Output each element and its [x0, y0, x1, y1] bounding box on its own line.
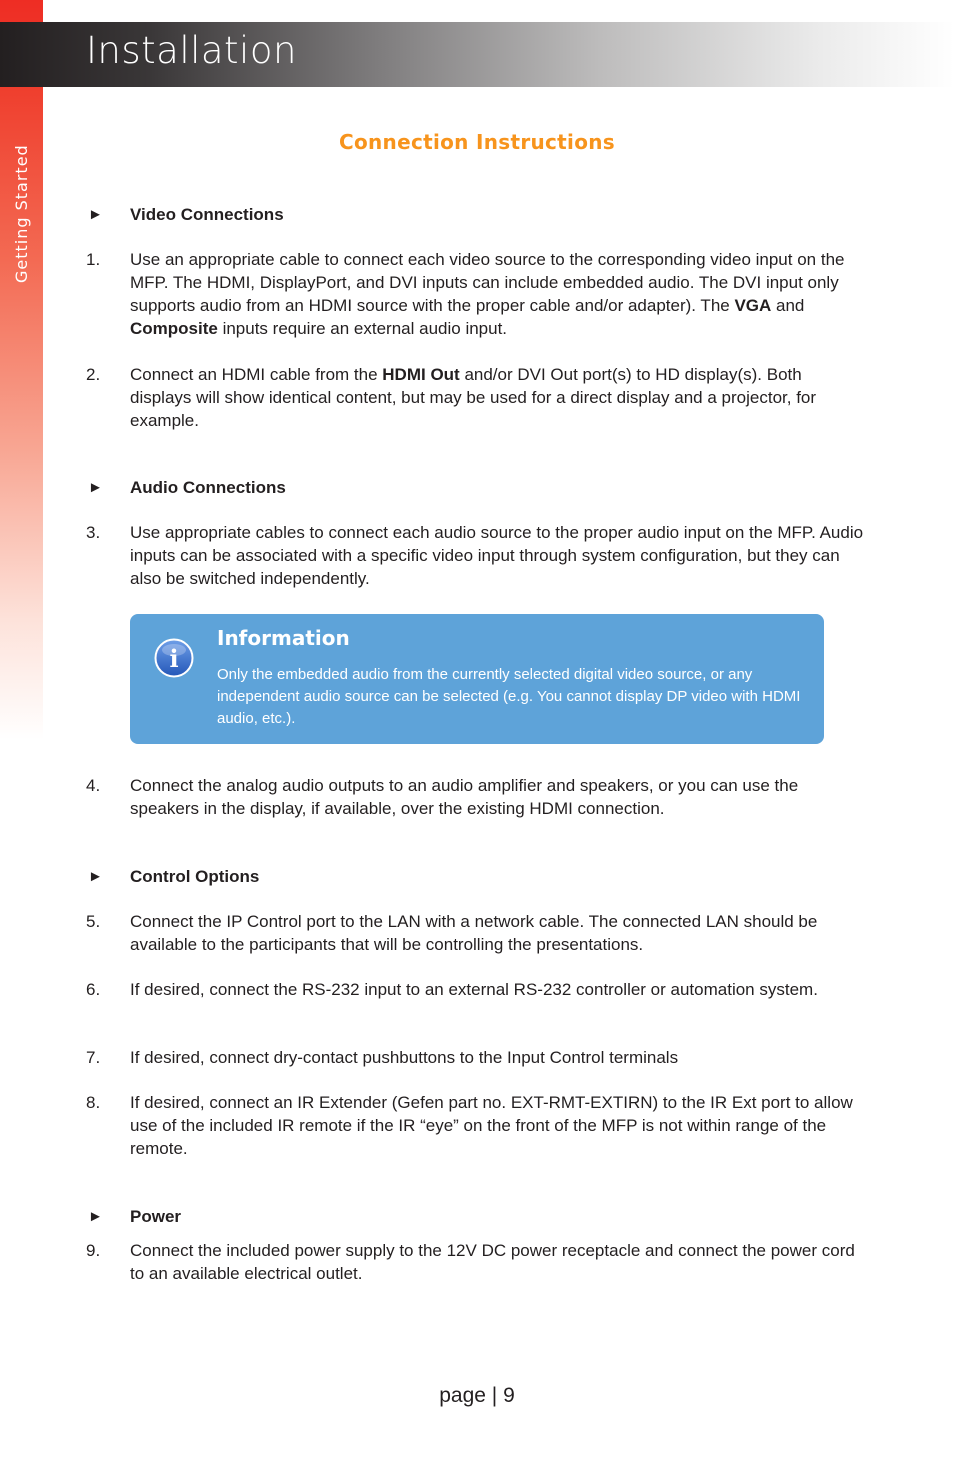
- arrow-bullet-icon: ►: [88, 206, 103, 223]
- page-title: Installation: [86, 29, 297, 72]
- info-icon: [154, 638, 194, 678]
- arrow-bullet-icon: ►: [88, 868, 103, 885]
- item-number: 6.: [86, 980, 101, 999]
- item-number: 9.: [86, 1241, 101, 1260]
- text-run: Connect the analog audio outputs to an audio amplifier and speakers, or you can use the speakers in the display, if available, over the existing HDMI connection.: [130, 776, 799, 818]
- text-run: and: [771, 296, 805, 315]
- subhead-label: Video Connections: [130, 205, 284, 224]
- bold-term: HDMI Out: [382, 365, 460, 384]
- item-number: 7.: [86, 1048, 101, 1067]
- text-run: Connect the included power supply to the 12V DC power receptacle and connect the power cord to an available electrical outlet.: [130, 1241, 855, 1283]
- item-text: [130, 363, 866, 432]
- page-number: page | 9: [439, 1384, 515, 1407]
- item-number: 5.: [86, 912, 101, 931]
- item-text: [130, 248, 866, 340]
- item-number: 3.: [86, 523, 101, 542]
- item-text: [130, 1091, 866, 1160]
- svg-text:i: i: [169, 644, 179, 673]
- item-text: [130, 1239, 866, 1285]
- info-text: Only the embedded audio from the currently selected digital video source, or any independent audio source can be selected (e.g. You cannot display DP video with HDMI audio, etc.).: [217, 666, 801, 727]
- text-run: If desired, connect dry-contact pushbuttons to the Input Control terminals: [130, 1048, 679, 1067]
- item-number: 8.: [86, 1093, 101, 1112]
- text-run: inputs require an external audio input.: [217, 319, 508, 338]
- side-tab-label: Getting Started: [12, 144, 31, 283]
- item-number: 2.: [86, 365, 101, 384]
- info-title: Information: [217, 626, 350, 650]
- item-number: 4.: [86, 776, 101, 795]
- bold-term: Composite: [130, 319, 218, 338]
- bold-term: VGA: [734, 296, 772, 315]
- text-run: If desired, connect the RS-232 input to an external RS-232 controller or automation system.: [130, 980, 818, 999]
- item-text: [130, 774, 866, 820]
- subhead-label: Power: [130, 1207, 182, 1226]
- text-run: Use an appropriate cable to connect each video source to the corresponding video input on the MFP. The HDMI, DisplayPort, and DVI inputs can include embedded audio. The DVI input only supports audio from an HDMI source with the proper cable and/or adapter). The: [130, 250, 845, 315]
- item-text: [130, 910, 866, 956]
- section-title: Connection Instructions: [339, 130, 615, 154]
- item-text: [130, 521, 866, 590]
- item-text: [130, 978, 866, 1001]
- subhead-label: Control Options: [130, 867, 260, 886]
- information-callout: [130, 614, 824, 744]
- text-run: Connect an HDMI cable from the: [130, 365, 383, 384]
- subhead-label: Audio Connections: [130, 478, 286, 497]
- side-tab: [0, 0, 43, 740]
- item-text: [130, 1046, 866, 1069]
- text-run: If desired, connect an IR Extender (Gefen part no. EXT-RMT-EXTIRN) to the IR Ext port to allow use of the included IR remote if the IR “eye” on the front of the MFP is not within range of the remote.: [130, 1093, 853, 1158]
- text-run: and/or DVI Out port(s) to HD display(s). Both displays will show identical content, but may be used for a direct display and a projector, for example.: [130, 365, 817, 430]
- text-run: Connect the IP Control port to the LAN with a network cable. The connected LAN should be available to the participants that will be controlling the presentations.: [130, 912, 818, 954]
- arrow-bullet-icon: ►: [88, 1208, 103, 1225]
- text-run: Use appropriate cables to connect each audio source to the proper audio input on the MFP. Audio inputs can be associated with a specific video input through system configuration, but they can also be switched independently.: [130, 523, 864, 588]
- item-number: 1.: [86, 250, 101, 269]
- arrow-bullet-icon: ►: [88, 479, 103, 496]
